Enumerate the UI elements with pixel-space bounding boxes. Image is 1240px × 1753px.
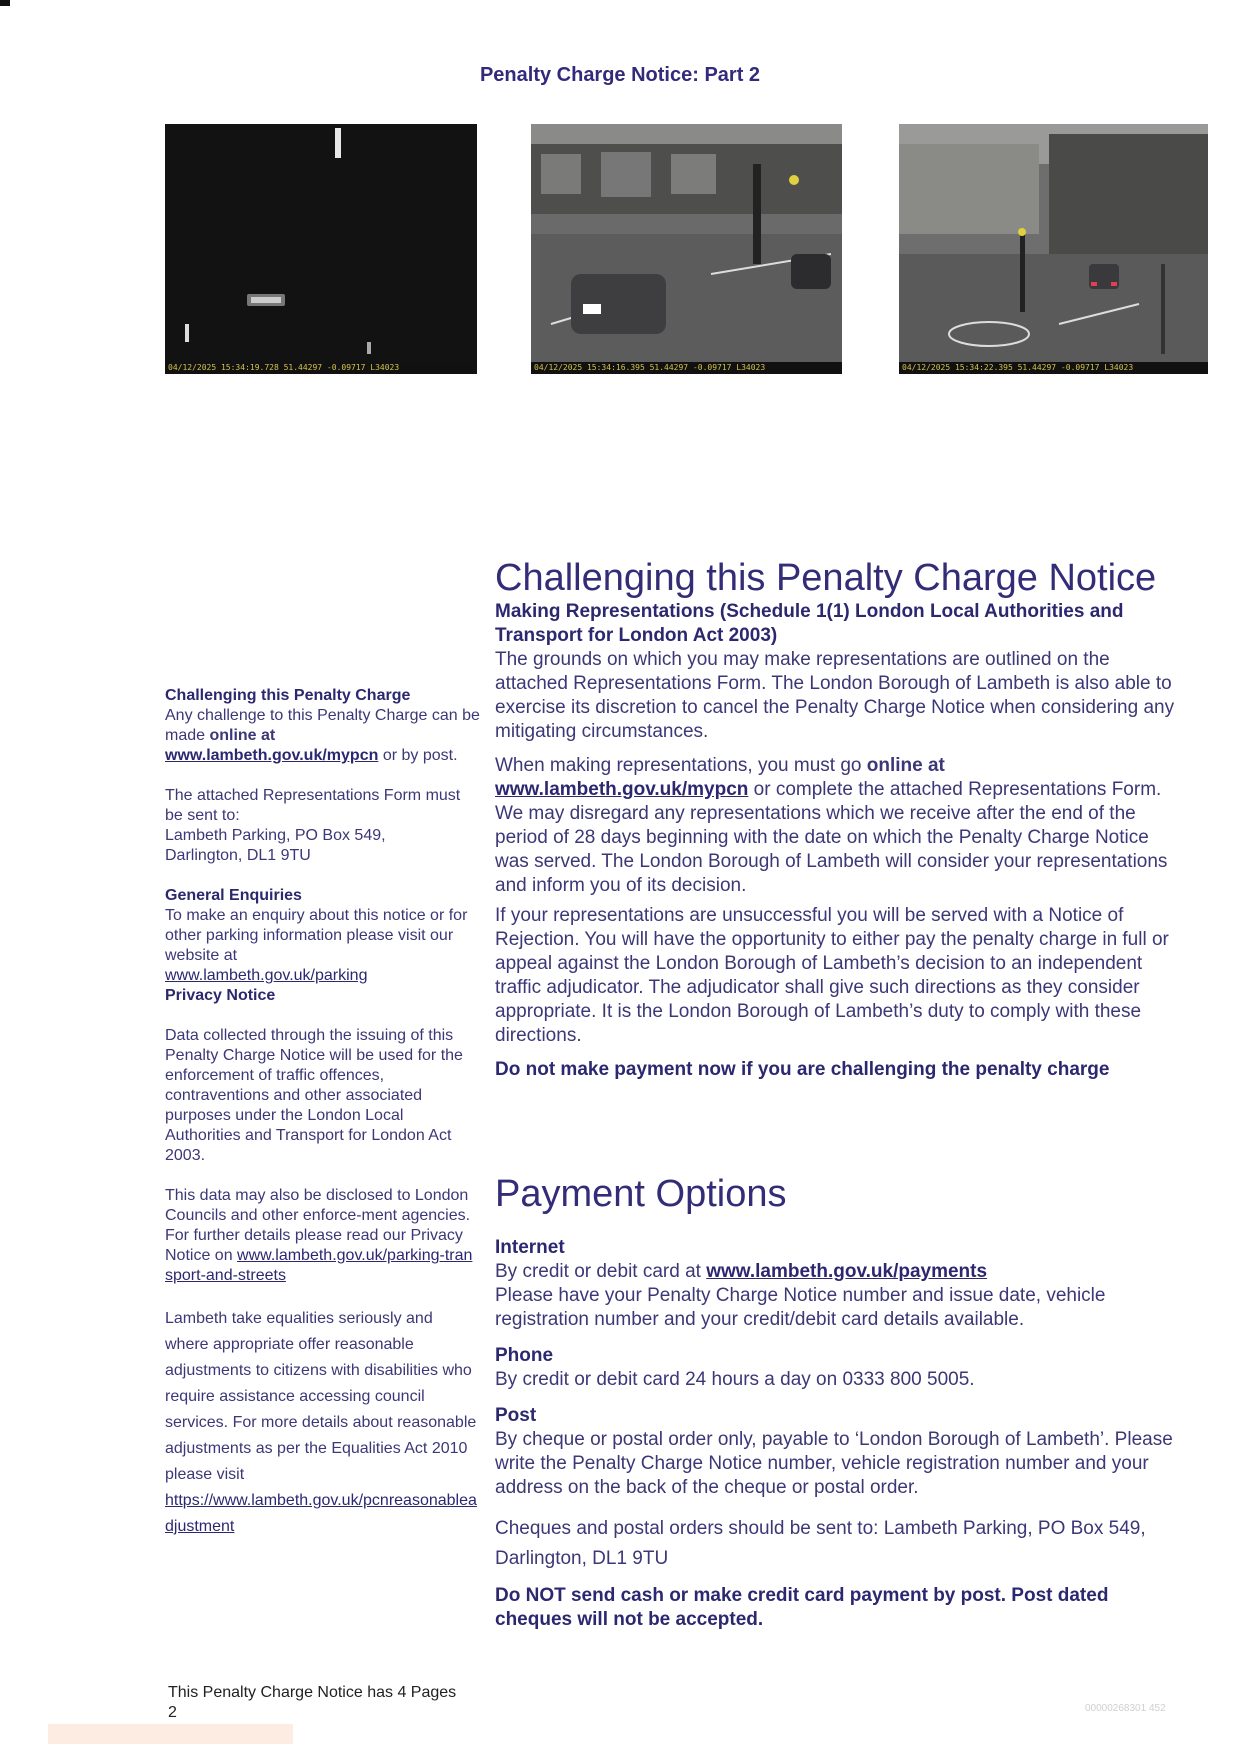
further-details-text bbox=[165, 1226, 480, 1286]
evidence-photo-3 bbox=[899, 124, 1208, 374]
sidebar-column bbox=[165, 686, 480, 1540]
phone-text: By credit or debit card 24 hours a day on 0333 800 5005. bbox=[495, 1369, 975, 1390]
challenge-paragraph-2 bbox=[495, 754, 1175, 898]
challenge-section-title: Challenging this Penalty Charge Notice bbox=[495, 557, 1157, 599]
paragraph-2-online-label: online at bbox=[866, 755, 945, 776]
equalities-text: Lambeth take equalities seriously and where appropriate offer reasonable adjustments to citizens with disabilities who require assistance accessing council services. For more details about reasonable adjustments as per the Equalities Act 2010 please visit bbox=[165, 1310, 477, 1483]
footer-highlight-strip bbox=[48, 1724, 293, 1744]
mypcn-link-main[interactable]: www.lambeth.gov.uk/mypcn bbox=[495, 779, 749, 800]
challenge-heading: Challenging this Penalty Charge bbox=[165, 687, 411, 704]
challenge-warning: Do not make payment now if you are challenging the penalty charge bbox=[495, 1059, 1110, 1080]
internet-details: Please have your Penalty Charge Notice number and issue date, vehicle registration number and your credit/debit card details available. bbox=[495, 1285, 1106, 1330]
challenge-online-label: online at bbox=[209, 727, 276, 744]
payment-section bbox=[495, 1172, 1175, 1632]
page-footer bbox=[168, 1683, 456, 1723]
photo-timestamp: 04/12/2025 15:34:22.395 51.44297 -0.09717 L34023 bbox=[899, 362, 1208, 374]
enquiries-heading: General Enquiries bbox=[165, 887, 302, 904]
parking-link[interactable]: www.lambeth.gov.uk/parking bbox=[165, 967, 368, 984]
photo-timestamp: 04/12/2025 15:34:16.395 51.44297 -0.09717 L34023 bbox=[531, 362, 842, 374]
evidence-photo-1 bbox=[165, 124, 477, 374]
photo-timestamp: 04/12/2025 15:34:19.728 51.44297 -0.09717 L34023 bbox=[165, 362, 477, 374]
street-scene-image bbox=[531, 124, 842, 374]
cheques-address-text: Cheques and postal orders should be sent to: Lambeth Parking, PO Box 549, Darlington, DL1 9TU bbox=[495, 1518, 1146, 1569]
challenge-text bbox=[165, 706, 480, 766]
reasonable-adjustment-link[interactable]: https://www.lambeth.gov.uk/pcnreasonableadjustment bbox=[165, 1492, 477, 1535]
night-plate-image bbox=[165, 124, 477, 374]
document-title: Penalty Charge Notice: Part 2 bbox=[479, 64, 761, 86]
challenge-section bbox=[495, 556, 1175, 1082]
junction-scene-image bbox=[899, 124, 1208, 374]
internet-heading: Internet bbox=[495, 1237, 565, 1258]
challenge-paragraph-1: The grounds on which you may make representations are outlined on the attached Representations Form. The London Borough of Lambeth is also able to exercise its discretion to cancel the Penalty Charge Notice when considering any mitigating circumstances. bbox=[495, 649, 1175, 742]
post-heading: Post bbox=[495, 1405, 537, 1426]
paragraph-2-start: When making representations, you must go bbox=[495, 755, 867, 776]
post-text: By cheque or postal order only, payable to ‘London Borough of Lambeth’. Please write the Penalty Charge Notice number, vehicle registration number and your address on the back of the cheque or postal order. bbox=[495, 1429, 1173, 1498]
pages-count-text: This Penalty Charge Notice has 4 Pages bbox=[168, 1684, 457, 1701]
challenge-text-end: or by post. bbox=[378, 747, 458, 764]
privacy-notice-link[interactable]: www.lambeth.gov.uk/parking-transport-and-streets bbox=[165, 1247, 473, 1284]
document-reference: 00000268301 452 bbox=[1085, 1703, 1166, 1714]
scan-marker bbox=[0, 0, 10, 6]
challenge-paragraph-3: If your representations are unsuccessful you will be served with a Notice of Rejection. You will have the opportunity to either pay the penalty charge in full or appeal against the London Borough of Lambeth’s decision to an independent traffic adjudicator. The adjudicator shall give such directions as they consider appropriate. It is the London Borough of Lambeth’s duty to comply with these directions. bbox=[495, 905, 1169, 1046]
disclose-text: This data may also be disclosed to London Councils and other enforce-ment agencies. bbox=[165, 1187, 471, 1224]
payments-link[interactable]: www.lambeth.gov.uk/payments bbox=[706, 1261, 988, 1282]
privacy-heading: Privacy Notice bbox=[165, 987, 276, 1004]
representations-subheading: Making Representations (Schedule 1(1) London Local Authorities and Transport for London Act 2003) bbox=[495, 601, 1124, 646]
address-line-1: Lambeth Parking, PO Box 549, bbox=[165, 827, 386, 844]
further-details-start: For further details please read our Privacy Notice on bbox=[165, 1227, 463, 1264]
privacy-text: Data collected through the issuing of this Penalty Charge Notice will be used for the enforcement of traffic offences, contraventions and other associated purposes under the London Local Authorities and Transport for London Act 2003. bbox=[165, 1027, 463, 1164]
paragraph-2-end: or complete the attached Representations Form. We may disregard any representations which we receive after the end of the period of 28 days beginning with the date on which the Penalty Charge Notice was served. The London Borough of Lambeth will consider your representations and inform you of its decision. bbox=[495, 779, 1168, 896]
internet-text bbox=[495, 1260, 1175, 1284]
payment-warning: Do NOT send cash or make credit card payment by post. Post dated cheques will not be accepted. bbox=[495, 1585, 1109, 1630]
evidence-photo-2 bbox=[531, 124, 842, 374]
phone-heading: Phone bbox=[495, 1345, 554, 1366]
form-sent-to-text: The attached Representations Form must be sent to: bbox=[165, 787, 461, 824]
enquiries-text: To make an enquiry about this notice or for other parking information please visit our website at bbox=[165, 907, 468, 964]
challenge-text-start: Any challenge to this Penalty Charge can be made bbox=[165, 707, 480, 744]
internet-text-start: By credit or debit card at bbox=[495, 1261, 707, 1282]
page-number: 2 bbox=[168, 1704, 177, 1721]
payment-section-title: Payment Options bbox=[495, 1173, 787, 1215]
address-line-2: Darlington, DL1 9TU bbox=[165, 847, 311, 864]
mypcn-link[interactable]: www.lambeth.gov.uk/mypcn bbox=[165, 747, 379, 764]
